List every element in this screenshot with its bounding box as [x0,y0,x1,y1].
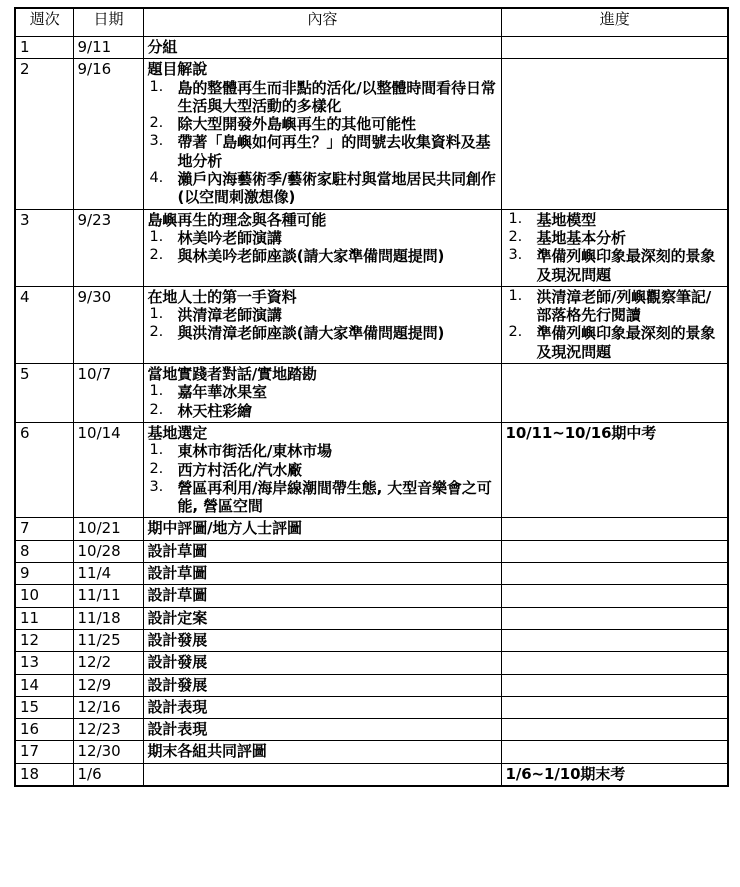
content-list-item [148,461,498,479]
content-item-list [148,306,498,343]
cell-date: 10/7 [73,364,143,423]
cell-progress [501,422,728,517]
list-item-text: 林天柱彩繪 [177,401,253,420]
cell-date: 10/21 [73,518,143,540]
cell-week-number: 15 [15,696,73,718]
content-title: 設計表現 [147,697,208,716]
cell-progress [501,563,728,585]
progress-note: 10/11~10/16期中考 [505,423,657,442]
list-item-number: 2. [508,228,523,245]
cell-progress [501,540,728,562]
content-title: 設計發展 [147,675,208,694]
cell-content [143,696,501,718]
content-title: 設計定案 [147,608,208,627]
cell-content [143,629,501,651]
progress-empty [506,564,511,582]
cell-content [143,652,501,674]
table-row [15,209,728,286]
cell-date: 10/28 [73,540,143,562]
list-item-number: 1. [149,306,164,323]
cell-content [143,563,501,585]
column-header-content: 內容 [143,8,501,37]
table-row [15,59,728,209]
list-item-number: 3. [149,478,164,495]
list-item-text: 瀨戶內海藝術季/藝術家駐村與當地居民共同創作(以空間刺激想像) [177,170,496,207]
list-item-number: 2. [149,401,164,418]
cell-content [143,37,501,59]
cell-content [143,674,501,696]
table-row [15,741,728,763]
progress-list-item [506,211,725,229]
list-item-text: 與洪清漳老師座談(請大家準備問題提問) [177,324,445,343]
cell-content [143,209,501,286]
cell-date: 11/11 [73,585,143,607]
cell-date: 11/25 [73,629,143,651]
cell-date: 12/23 [73,719,143,741]
cell-progress [501,37,728,59]
cell-progress [501,696,728,718]
cell-date: 9/11 [73,37,143,59]
content-list-item [148,402,498,420]
content-title: 分組 [147,38,178,56]
progress-empty [506,586,511,604]
list-item-text: 帶著「島嶼如何再生？」的問號去收集資料及基地分析 [177,133,491,170]
list-item-text: 西方村活化/汽水廠 [177,460,303,479]
content-title: 設計發展 [147,653,208,672]
cell-date: 10/14 [73,422,143,517]
cell-content [143,585,501,607]
course-schedule-table [14,7,729,787]
list-item-text: 準備列嶼印象最深刻的景象及現況問題 [536,247,716,284]
cell-date: 9/23 [73,209,143,286]
cell-content [143,719,501,741]
cell-date: 12/2 [73,652,143,674]
cell-week-number: 17 [15,741,73,763]
cell-content [143,364,501,423]
content-title: 期中評圖/地方人士評圖 [147,519,302,538]
cell-date: 1/6 [73,763,143,786]
progress-empty [506,676,511,694]
content-title: 設計草圖 [147,564,208,583]
progress-empty [506,542,511,560]
list-item-number: 3. [508,247,523,264]
cell-week-number: 4 [15,286,73,363]
cell-progress [501,719,728,741]
progress-empty [506,742,511,760]
column-header-date: 日期 [73,8,143,37]
content-list-item [148,442,498,460]
cell-week-number: 12 [15,629,73,651]
cell-week-number: 7 [15,518,73,540]
list-item-number: 2. [149,324,164,341]
cell-progress [501,629,728,651]
cell-content [143,59,501,209]
cell-date: 12/16 [73,696,143,718]
list-item-text: 洪清漳老師/列嶼觀察筆記/部落格先行閱讀 [536,287,712,325]
content-list-item [148,324,498,342]
cell-week-number: 14 [15,674,73,696]
table-header [15,8,728,37]
cell-date: 9/16 [73,59,143,209]
content-list-item [148,247,498,265]
cell-date: 12/9 [73,674,143,696]
cell-content [143,607,501,629]
header-row [15,8,728,37]
cell-content [143,540,501,562]
column-header-progress: 進度 [501,8,728,37]
content-item-list [148,229,498,266]
cell-date: 11/18 [73,607,143,629]
content-item-list [148,79,498,207]
cell-week-number: 18 [15,763,73,786]
table-row [15,674,728,696]
cell-date: 9/30 [73,286,143,363]
list-item-number: 2. [149,460,164,477]
table-row [15,629,728,651]
cell-week-number: 6 [15,422,73,517]
progress-empty [506,653,511,671]
progress-empty [506,631,511,649]
cell-progress [501,364,728,423]
list-item-text: 東林市街活化/東林市場 [177,442,332,461]
table-row [15,422,728,517]
list-item-number: 1. [149,383,164,400]
cell-week-number: 3 [15,209,73,286]
content-title: 設計發展 [147,630,208,649]
cell-week-number: 2 [15,59,73,209]
cell-week-number: 13 [15,652,73,674]
cell-progress [501,674,728,696]
progress-empty [506,60,511,78]
content-item-list [148,442,498,515]
table-row [15,518,728,540]
progress-empty [506,698,511,716]
cell-week-number: 5 [15,364,73,423]
list-item-text: 林美吟老師演講 [177,228,282,247]
cell-content [143,286,501,363]
list-item-text: 基地模型 [536,210,597,229]
cell-content [143,741,501,763]
cell-progress [501,607,728,629]
content-list-item [148,115,498,133]
cell-progress [501,286,728,363]
cell-week-number: 10 [15,585,73,607]
cell-progress [501,741,728,763]
content-list-item [148,306,498,324]
progress-empty [506,38,511,56]
column-header-week: 週次 [15,8,73,37]
list-item-text: 準備列嶼印象最深刻的景象及現況問題 [536,324,716,361]
progress-item-list [506,288,725,361]
progress-empty [506,609,511,627]
list-item-text: 與林美吟老師座談(請大家準備問題提問) [177,247,445,266]
table-row [15,540,728,562]
cell-date: 11/4 [73,563,143,585]
list-item-number: 1. [149,442,164,459]
cell-progress [501,585,728,607]
cell-content [143,763,501,786]
cell-content [143,518,501,540]
content-item-list [148,383,498,420]
content-title: 設計草圖 [147,586,208,605]
table-row [15,563,728,585]
cell-progress [501,518,728,540]
cell-progress [501,652,728,674]
content-title: 當地實踐者對話/實地踏勘 [147,365,317,384]
list-item-text: 島的整體再生而非點的活化/以整體時間看待日常生活與大型活動的多樣化 [177,78,496,115]
list-item-number: 1. [149,228,164,245]
list-item-text: 除大型開發外島嶼再生的其他可能性 [177,115,416,134]
content-list-item [148,479,498,516]
progress-item-list [506,211,725,284]
list-item-text: 嘉年華冰果室 [177,383,267,402]
list-item-number: 4. [149,170,164,187]
cell-progress [501,59,728,209]
content-title: 基地選定 [147,423,208,442]
table-row [15,286,728,363]
list-item-text: 基地基本分析 [536,228,626,247]
content-title: 期末各組共同評圖 [147,742,267,761]
content-list-item [148,229,498,247]
content-list-item [148,170,498,207]
cell-week-number: 16 [15,719,73,741]
content-title: 島嶼再生的理念與各種可能 [147,210,327,229]
list-item-number: 1. [149,78,164,95]
cell-week-number: 8 [15,540,73,562]
content-title: 題目解說 [147,60,208,79]
table-row [15,652,728,674]
content-list-item [148,79,498,116]
list-item-number: 2. [149,247,164,264]
content-empty [148,765,153,783]
table-row [15,763,728,786]
progress-list-item [506,229,725,247]
content-title: 設計草圖 [147,541,208,560]
table-row [15,607,728,629]
content-title: 在地人士的第一手資料 [147,287,297,306]
list-item-text: 營區再利用/海岸線潮間帶生態, 大型音樂會之可能, 營區空間 [177,478,492,516]
table-row [15,696,728,718]
list-item-text: 洪清漳老師演講 [177,306,282,325]
list-item-number: 3. [149,133,164,150]
cell-progress [501,209,728,286]
cell-week-number: 1 [15,37,73,59]
progress-list-item [506,288,725,325]
progress-list-item [506,324,725,361]
progress-empty [506,365,511,383]
table-row [15,364,728,423]
progress-empty [506,720,511,738]
content-list-item [148,383,498,401]
progress-note: 1/6~1/10期末考 [505,764,626,783]
progress-empty [506,519,511,537]
table-body [15,37,728,786]
cell-content [143,422,501,517]
table-row [15,719,728,741]
cell-week-number: 11 [15,607,73,629]
table-row [15,37,728,59]
list-item-number: 2. [149,115,164,132]
list-item-number: 2. [508,324,523,341]
list-item-number: 1. [508,210,523,227]
cell-date: 12/30 [73,741,143,763]
cell-progress [501,763,728,786]
cell-week-number: 9 [15,563,73,585]
table-row [15,585,728,607]
list-item-number: 1. [508,287,523,304]
content-title: 設計表現 [147,720,208,739]
progress-list-item [506,247,725,284]
content-list-item [148,133,498,170]
